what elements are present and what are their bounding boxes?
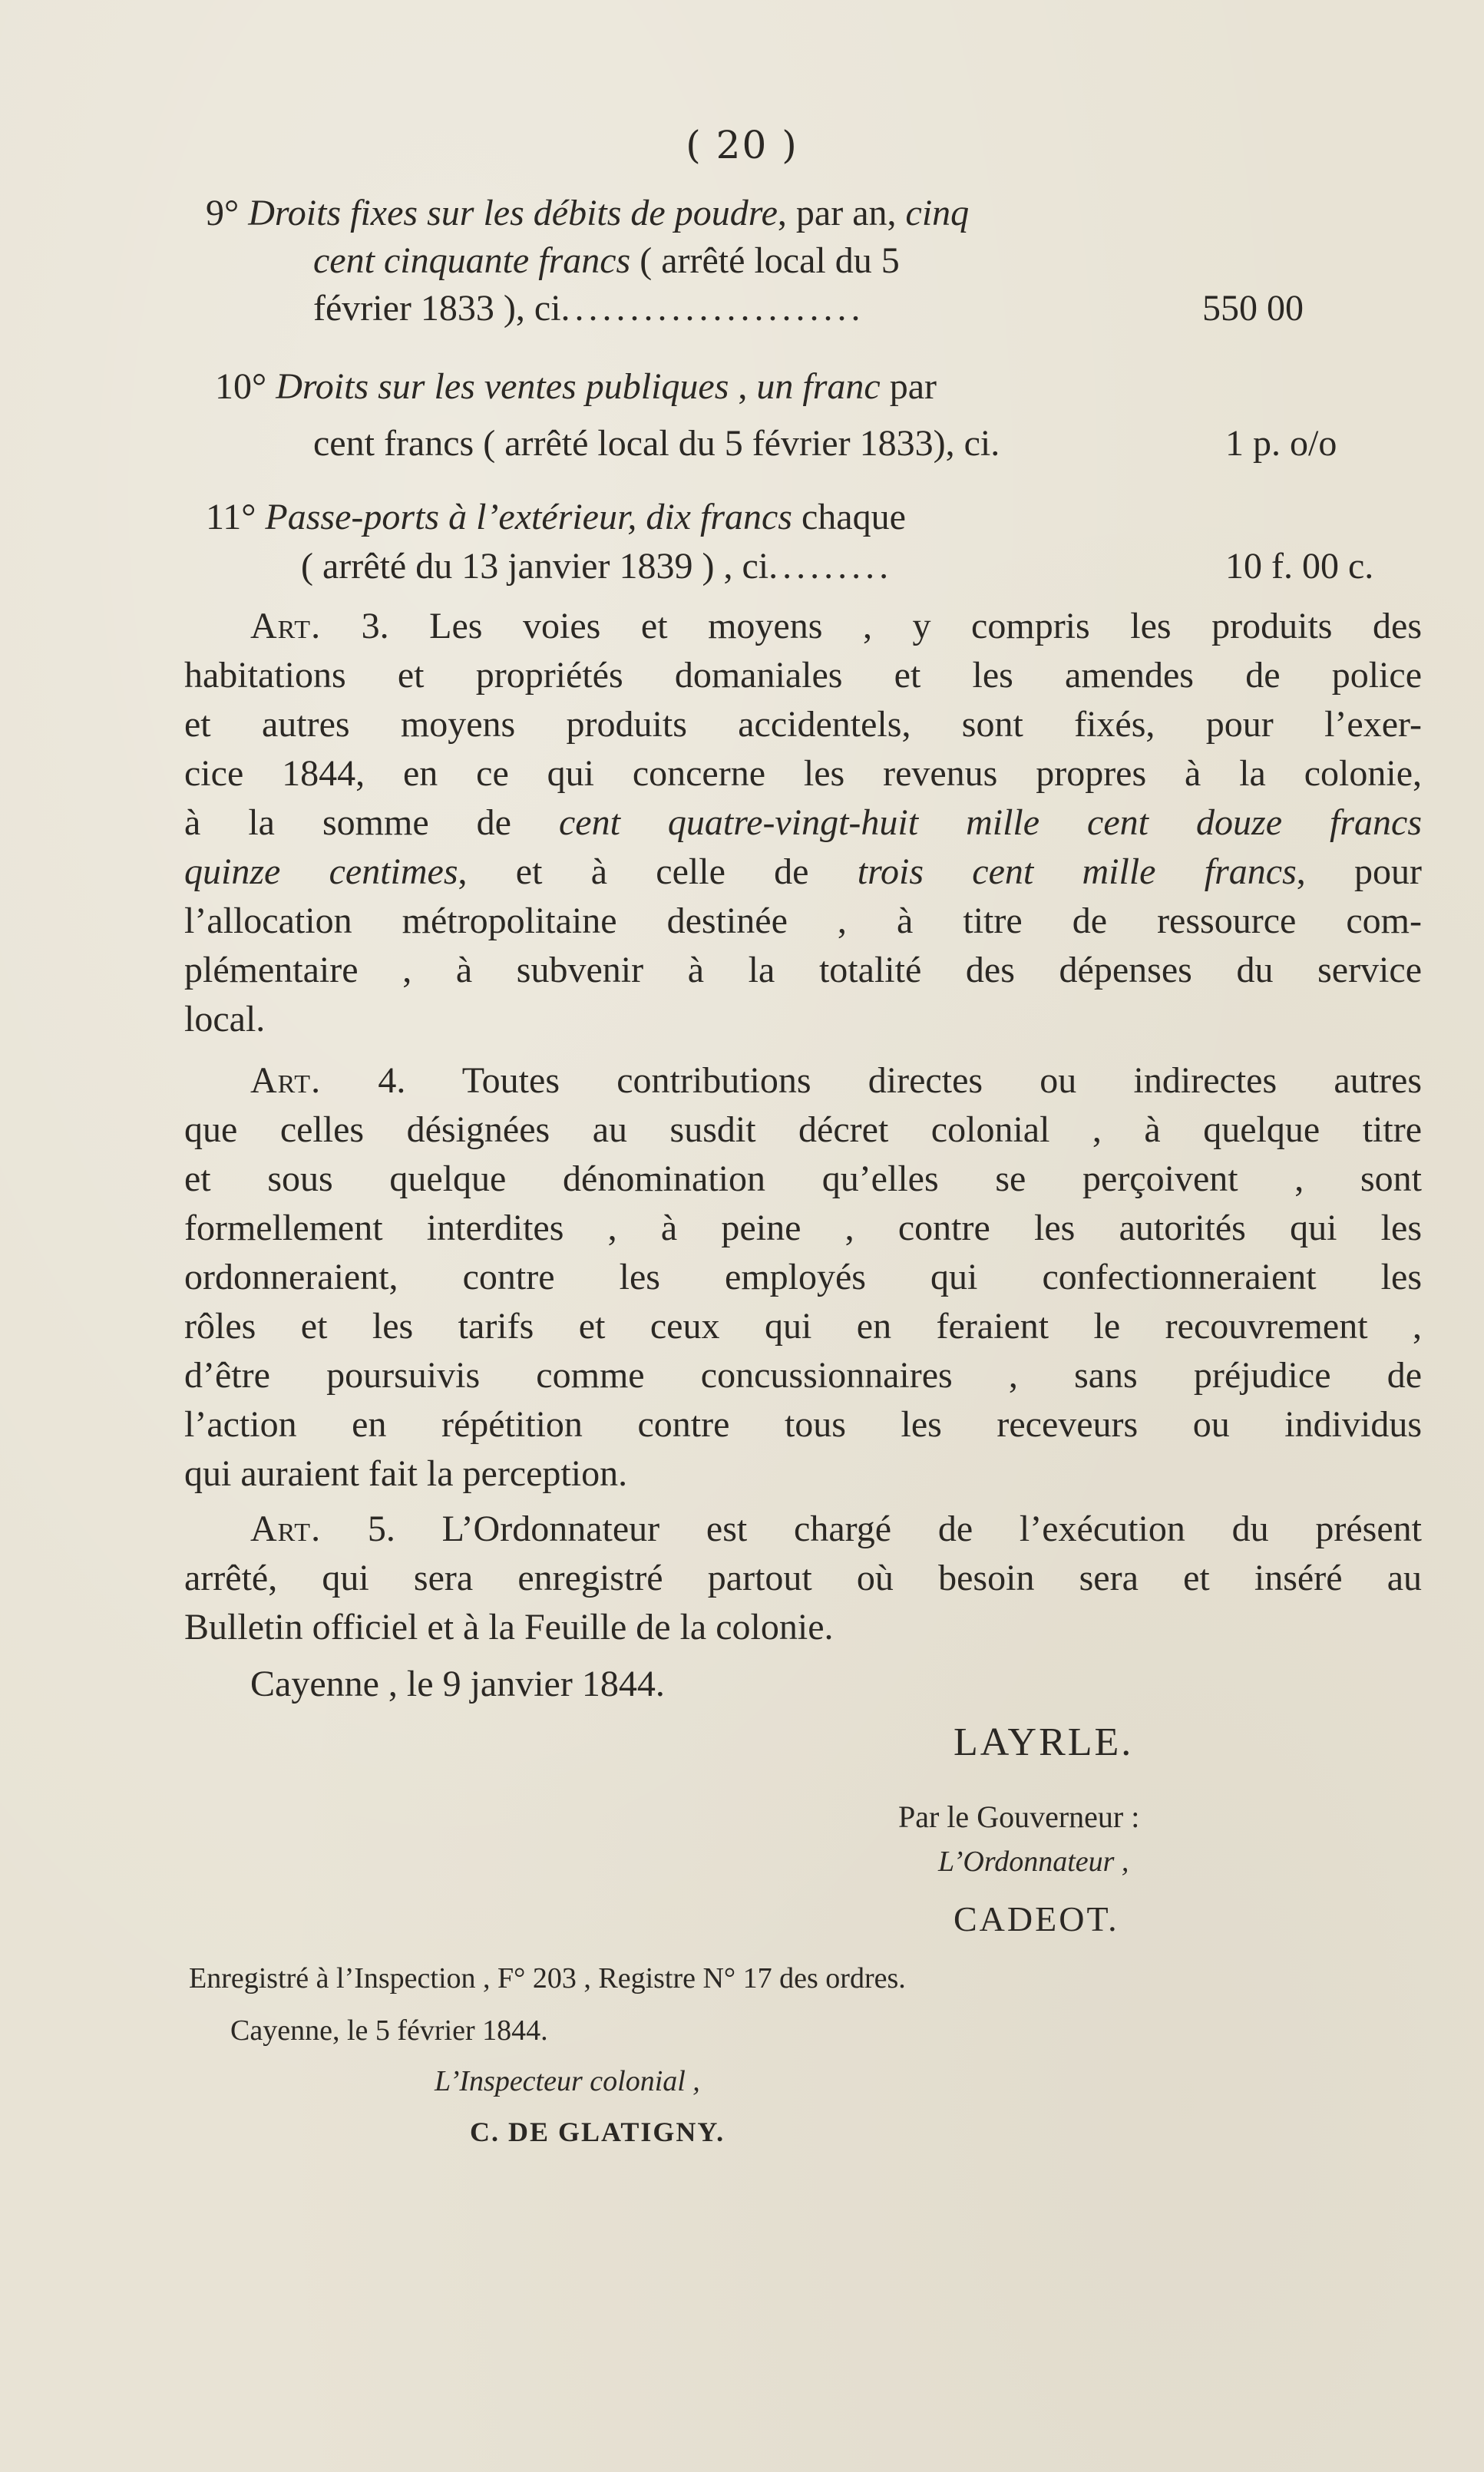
item-9-text: , par an, [777, 193, 906, 233]
item-10-text: par [880, 366, 937, 407]
item-11-amount: 10 f. 00 c. [1225, 546, 1374, 587]
item-11-title: Passe-ports à l’extérieur, [265, 497, 637, 537]
art5-text: 5. L’Ordonnateur est chargé de l’exécution du présent [321, 1509, 1422, 1549]
page-number: ( 20 ) [686, 123, 798, 167]
art3-line-1 [250, 603, 1422, 649]
item-10-title: Droits sur les ventes publiques [276, 366, 729, 407]
art3-line-8: plémentaire , à subvenir à la totalité des dépenses du service [184, 950, 1422, 990]
art3-allocation-words: trois cent mille francs [857, 851, 1297, 892]
art5-line-2: arrêté, qui sera enregistré partout où besoin sera et inséré au [184, 1558, 1422, 1598]
item-9-amount: 550 00 [1202, 288, 1304, 329]
art4-line-3: et sous quelque dénomination qu’elles se perçoivent , sont [184, 1158, 1422, 1199]
art3-amount-words-2: quinze centimes [184, 851, 458, 892]
art4-line-5: ordonneraient, contre les employés qui confectionneraient les [184, 1257, 1422, 1297]
art3-amount-words: cent quatre-vingt-huit mille cent douze francs [558, 802, 1423, 843]
art3-line-2: habitations et propriétés domaniales et les amendes de police [184, 655, 1422, 696]
item-9-amount-words: cent cinquante francs [313, 240, 631, 281]
item-11-text-italic: dix francs [646, 497, 792, 537]
art4-line-1 [250, 1058, 1422, 1104]
art4-text: 4. Toutes contributions directes ou indirectes autres [321, 1060, 1422, 1101]
art3-line-7: l’allocation métropolitaine destinée , à titre de ressource com- [184, 901, 1422, 941]
art3-text: , et à celle de [458, 851, 858, 892]
art4-line-6: rôles et les tarifs et ceux qui en feraient le recouvrement , [184, 1306, 1422, 1347]
art4-label: Art. [250, 1060, 322, 1101]
art3-text: à la somme de [184, 802, 559, 843]
registration-date: Cayenne, le 5 février 1844. [230, 2014, 548, 2047]
item-10-number: 10° [215, 366, 267, 407]
art4-line-7: d’être poursuivis comme concussionnaires , sans préjudice de [184, 1355, 1422, 1396]
item-9-title: Droits fixes sur les débits de poudre [248, 193, 778, 233]
item-11-line-2 [301, 544, 893, 590]
par-le-gouverneur: Par le Gouverneur : [898, 1799, 1140, 1834]
ordonnateur-title: L’Ordonnateur , [938, 1846, 1129, 1878]
art3-line-6 [184, 849, 1422, 895]
item-9-text-italic: cinq [905, 193, 970, 233]
item-9-number: 9° [206, 193, 240, 233]
item-9-line-1 [206, 190, 969, 236]
registration-line: Enregistré à l’Inspection , F° 203 , Registre N° 17 des ordres. [189, 1962, 906, 1994]
art4-line-4: formellement interdites , à peine , contre les autorités qui les [184, 1208, 1422, 1248]
item-10-amount: 1 p. o/o [1225, 423, 1337, 464]
item-11-date: ( arrêté du 13 janvier 1839 ) , ci [301, 546, 769, 587]
item-9-date: février 1833 ), ci [313, 288, 561, 329]
art3-line-5 [184, 800, 1422, 846]
item-9-line-2 [313, 238, 900, 284]
dateline: Cayenne , le 9 janvier 1844. [250, 1664, 665, 1704]
art5-label: Art. [250, 1509, 322, 1549]
item-10-line-2: cent francs ( arrêté local du 5 février 1833), ci. [313, 423, 1000, 464]
item-11-number: 11° [206, 497, 256, 537]
art3-label: Art. [250, 606, 322, 646]
item-10-text-italic: un franc [756, 366, 881, 407]
item-11-line-1 [206, 494, 906, 540]
item-9-line-3 [313, 286, 865, 332]
item-10-line-1 [215, 364, 937, 410]
inspector-title: L’Inspecteur colonial , [435, 2065, 700, 2097]
item-10-sep: , [729, 366, 757, 407]
governor-signature: LAYRLE. [954, 1720, 1134, 1764]
art4-line-2: que celles désignées au susdit décret colonial , à quelque titre [184, 1109, 1422, 1150]
art4-line-8: l’action en répétition contre tous les receveurs ou individus [184, 1404, 1422, 1445]
item-9-dots: ...................... [560, 288, 865, 329]
art5-line-3: Bulletin officiel et à la Feuille de la colonie. [184, 1607, 834, 1647]
ordonnateur-name: CADEOT. [954, 1899, 1119, 1938]
item-11-dots: ......... [768, 546, 894, 587]
art4-line-9: qui auraient fait la perception. [184, 1453, 628, 1494]
art3-line-9: local. [184, 999, 266, 1039]
item-11-text: chaque [792, 497, 906, 537]
inspector-name: C. DE GLATIGNY. [470, 2117, 725, 2147]
art3-text: 3. Les voies et moyens , y compris les produits des [321, 606, 1422, 646]
art3-text: , pour [1296, 851, 1423, 892]
item-9-reference: ( arrêté local du 5 [630, 240, 900, 281]
art3-line-4: cice 1844, en ce qui concerne les revenus propres à la colonie, [184, 753, 1422, 794]
art3-line-3: et autres moyens produits accidentels, sont fixés, pour l’exer- [184, 704, 1422, 745]
art5-line-1 [250, 1506, 1422, 1552]
